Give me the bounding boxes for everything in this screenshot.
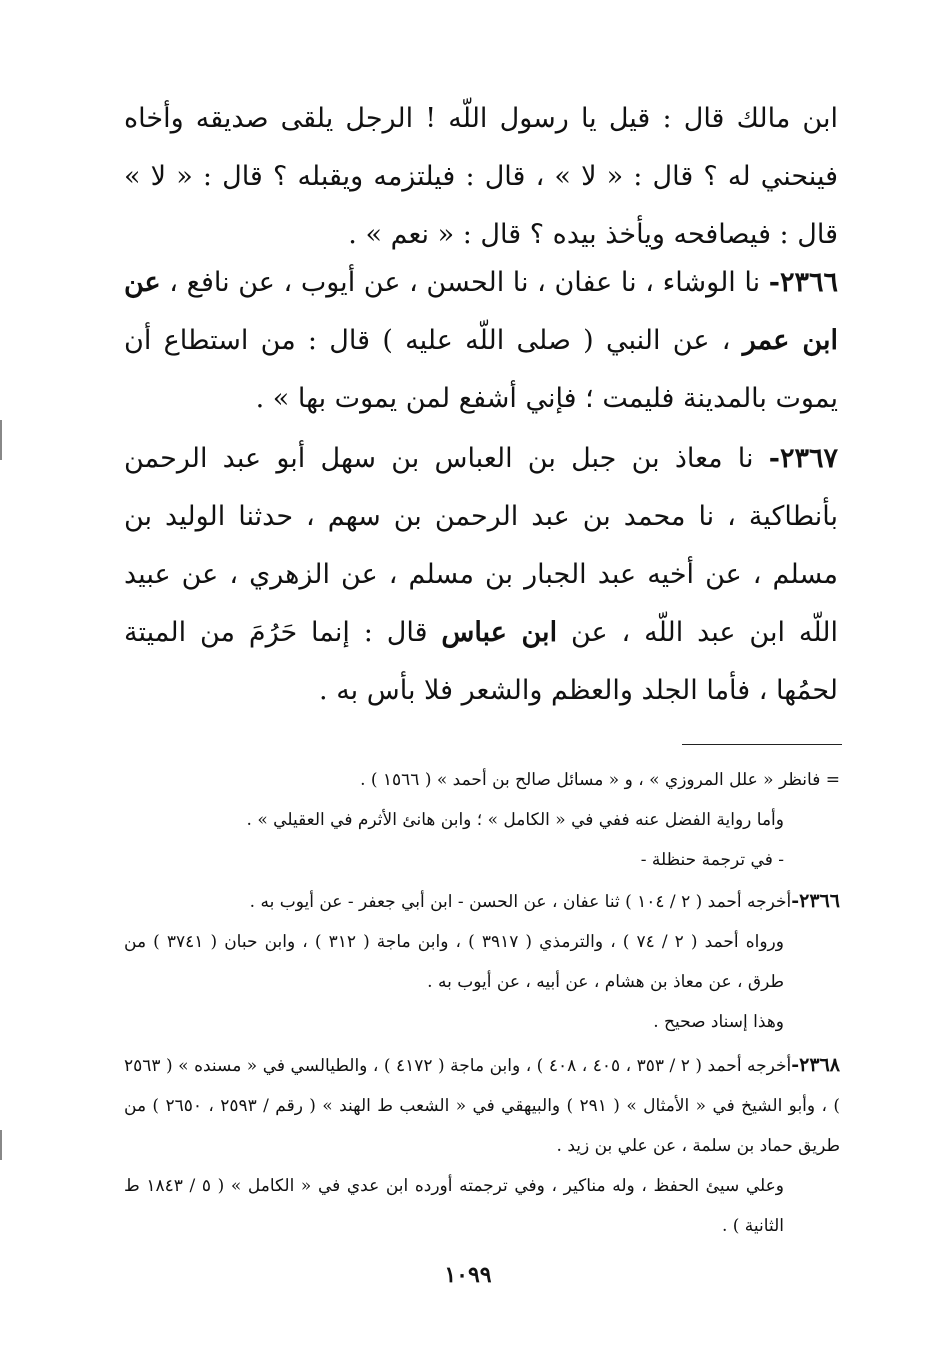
footnote-2366 bbox=[124, 881, 840, 1042]
footnote-line: - في ترجمة حنظلة - bbox=[640, 850, 784, 870]
paragraph-text: ابن مالك قال : قيل يا رسول اللّه ! الرجل يلقى صديقه وأخاه فينحني له ؟ قال : « لا » ، قال : فيلتزمه ويقبله ؟ قال : « لا » قال : فيصافحه ويأخذ بيده ؟ قال : « نعم » . bbox=[124, 103, 838, 250]
footnote-number: ٢٣٦٦- bbox=[791, 890, 840, 912]
hadith-chain: نا الوشاء ، نا عفان ، نا الحسن ، عن أيوب ، عن نافع ، bbox=[160, 267, 761, 298]
scan-edge-mark bbox=[0, 1130, 2, 1160]
scan-edge-mark bbox=[0, 420, 2, 460]
hadith-text: قال : إنما حَرُمَ من الميتة لحمُها ، فأما الجلد والعظم والشعر فلا بأس به . bbox=[124, 617, 838, 706]
footnote-line: ورواه أحمد ( ٢ / ٧٤ ) ، والترمذي ( ٣٩١٧ ) ، وابن ماجة ( ٣١٢ ) ، وابن حبان ( ٣٧٤١ ) من طرق ، عن معاذ بن هشام ، عن أبيه ، عن أيوب به . bbox=[124, 932, 784, 992]
footnote-2368 bbox=[124, 1045, 840, 1246]
paragraph-continuation bbox=[124, 90, 838, 264]
footnote-continuation bbox=[124, 760, 840, 880]
footnote-line: وهذا إسناد صحيح . bbox=[653, 1012, 784, 1032]
footnote-number: ٢٣٦٨- bbox=[791, 1054, 840, 1076]
footnote-line: أخرجه أحمد ( ٢ / ٣٥٣ ، ٤٠٥ ، ٤٠٨ ) ، وابن ماجة ( ٤١٧٢ ) ، والطيالسي في « مسنده » ( ٢٥٦٣ ) ، وأبو الشيخ في « الأمثال » ( ٢٩١ ) والبيهقي في « الشعب ط الهند » ( رقم / ٢٥٩٣ ، ٢٦٥٠ ) من طريق حماد بن سلمة ، عن علي بن زيد . bbox=[124, 1056, 840, 1156]
hadith-chain: نا معاذ بن جبل بن العباس بن سهل أبو عبد الرحمن بأنطاكية ، نا محمد بن عبد الرحمن بن سهم ، حدثنا الوليد بن مسلم ، عن أخيه عبد الجبار بن مسلم ، عن الزهري ، عن عبيد اللّه ابن عبد اللّه ، عن bbox=[124, 443, 838, 648]
footnote-line: وعلي سيئ الحفظ ، وله مناكير ، وفي ترجمته أورده ابن عدي في « الكامل » ( ٥ / ١٨٤٣ ط الثانية ) . bbox=[124, 1176, 784, 1236]
hadith-text: ، عن النبي ( صلى اللّه عليه ) قال : من استطاع أن يموت بالمدينة فليمت ؛ فإني أشفع لمن يموت بها » . bbox=[124, 325, 838, 414]
hadith-2366 bbox=[124, 254, 838, 428]
companion-name: عن ابن عمر bbox=[124, 267, 838, 356]
footnote-separator bbox=[682, 744, 842, 745]
footnote-line: وأما رواية الفضل عنه ففي في « الكامل » ؛ وابن هانئ الأثرم في العقيلي » . bbox=[246, 810, 784, 830]
companion-name: ابن عباس bbox=[441, 617, 558, 648]
hadith-number: ٢٣٦٧- bbox=[768, 443, 838, 474]
footnote-line: أخرجه أحمد ( ٢ / ١٠٤ ) ثنا عفان ، عن الحسن - ابن أبي جعفر - عن أيوب به . bbox=[249, 892, 792, 912]
hadith-number: ٢٣٦٦- bbox=[768, 267, 838, 298]
footnote-line: = فانظر « علل المروزي » ، و « مسائل صالح بن أحمد » ( ١٥٦٦ ) . bbox=[360, 770, 840, 790]
hadith-2367 bbox=[124, 430, 838, 720]
page-number: ١٠٩٩ bbox=[444, 1262, 492, 1288]
